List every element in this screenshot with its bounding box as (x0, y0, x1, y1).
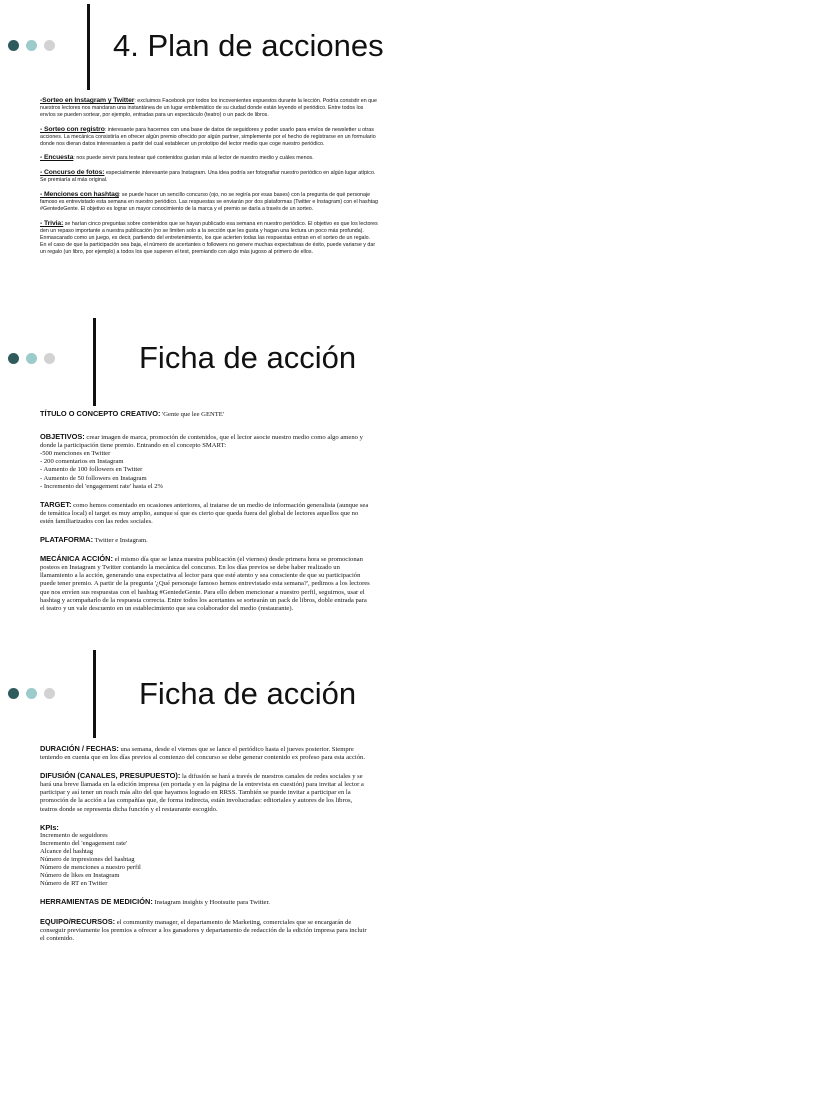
vertical-divider (93, 318, 96, 406)
item-text: : nos puede servir para testear qué contenidos gustan más al lector de nuestro medio y cuáles menos. (73, 155, 314, 162)
section-label: DIFUSIÓN (CANALES, PRESUPUESTO): (40, 771, 181, 781)
list-item: Número de impresiones del hashtag (40, 856, 135, 864)
action-sheet-body (40, 410, 370, 621)
list-item (40, 127, 378, 148)
section-label: DURACIÓN / FECHAS: (40, 744, 119, 753)
section-label: PLATAFORMA: (40, 535, 94, 545)
section-label: HERRAMIENTAS DE MEDICIÓN: (40, 897, 153, 907)
section-text: Twitter e Instagram. (93, 537, 148, 545)
item-heading: - Encuesta (40, 154, 74, 162)
section-text: Instagram insights y Hootsuite para Twitter. (152, 899, 270, 907)
section-equipo (40, 918, 370, 943)
list-item: Número de menciones a nuestro perfil (40, 864, 141, 872)
slide-ficha-de-accion-2 (0, 650, 820, 1090)
dot-icon (44, 353, 55, 364)
section-label: OBJETIVOS: (40, 432, 85, 442)
dot-icon (44, 688, 55, 699)
dot-icon (8, 40, 19, 51)
list-item (40, 170, 378, 184)
slide-ficha-de-accion-1 (0, 318, 820, 648)
section-text: el community manager, el departamento de Marketing, comerciales que se encargarán de conseguir previamente los premios a ofrecer a los ganadores y departamento de redacción de la edición impresa para incluir el contenido. (40, 918, 367, 942)
dot-icon (26, 353, 37, 364)
list-item: - Incremento del 'engagement rate' hasta el 2% (40, 482, 164, 490)
section-plataforma (40, 536, 370, 545)
section-text: la difusión se hará a través de nuestros canales de redes sociales y se hará una breve llamada en la edición impresa (en portada y en la página de la entrevista en cuestión) para invitar al lector a participar y así tener un reach más alto del que hayamos logrado en RRSS. También se puede invitar a participar en la promoción de la acción a las compañías que, de forma indirecta, están involucradas: editoriales y autores de los libros, teatros donde se representa dicha función y el restaurante escogido. (40, 773, 364, 813)
section-target (40, 501, 370, 526)
section-label: TÍTULO O CONCEPTO CREATIVO: (40, 409, 161, 418)
section-herramientas (40, 898, 370, 907)
dot-icon (8, 688, 19, 699)
section-text: una semana, desde el viernes que se lance el periódico hasta el jueves posterior. Siempre teniendo en cuenta que en los días previos al comienzo del concurso se debe generar contenido ex profeso para esta acción. (40, 746, 365, 762)
item-heading: - Menciones con hashtag (40, 191, 119, 199)
list-item: - Aumento de 100 followers en Twitter (40, 466, 143, 474)
list-item (40, 98, 378, 119)
section-label: KPIs: (40, 822, 59, 832)
slide-plan-de-acciones (0, 0, 820, 310)
section-text: como hemos comentado en ocasiones anteriores, al tratarse de un medio de información generalista (aunque sea de temática local) el target es muy amplio, aunque sí que es cierto que queda fuera del global de lectores aquellos que no estén familiarizados con las redes sociales. (40, 501, 369, 525)
section-label: EQUIPO/RECURSOS: (40, 916, 116, 926)
section-mecanica (40, 555, 370, 613)
slide-title: 4. Plan de acciones (113, 28, 384, 63)
section-duracion (40, 745, 370, 762)
list-item (40, 192, 378, 213)
list-item: - 200 comentarios en Instagram (40, 458, 124, 466)
list-item: Incremento de seguidores (40, 831, 108, 839)
actions-list (40, 98, 378, 263)
item-heading: - Concurso de fotos: (40, 169, 105, 177)
list-item (40, 221, 378, 256)
slide-title: Ficha de acción (139, 676, 357, 711)
section-text: el mismo día que se lanza nuestra publicación (el viernes) desde primera hora se promocionan posteos en Instagram y Twitter contando la mecánica del concurso. En los días previos se debe haber realizado un llamamiento a la acción, generando una expectativa al lector para que esté atento y sea consciente de que su participación puede tener premio. A partir de la pregunta '¿Qué personaje famoso hemos entrevistado esta semana?', pedimos a los lectores que nos envíen sus respuestas con el hashtag #GentedeGente. Para ello deben mencionar a nuestro perfil, seguirnos, usar el hashtag y acompañarlo de la respuesta correcta. Entre todos los acertantes se sortearán un pack de libros, doble entrada para el teatro y un vale descuento en un establecimiento que sea colaborador del medio (restaurante). (40, 556, 370, 612)
list-item: -500 menciones en Twitter (40, 450, 111, 458)
item-heading: -Sorteo en Instagram y Twitter (40, 97, 135, 104)
dot-icon (26, 40, 37, 51)
item-text: : interesante para hacernos con una base de datos de seguidores y poder usarlo para envíos de newsletter u otras acciones. La mecánica consistiría en ofrecer algún premio ofrecido por algún partner, simplemente por el hecho de registrarse en un formulario donde nos dieran datos interesantes a partir del cual establecer un prototipo del lector medio que coge nuestro periódico. (40, 126, 376, 147)
vertical-divider (93, 650, 96, 738)
slide-title: Ficha de acción (139, 340, 357, 375)
section-label: MECÁNICA ACCIÓN: (40, 554, 113, 564)
item-text: : se puede hacer un sencillo concurso (ojo, no se regiría por esas bases) con la pregunta de qué personaje famoso es entrevistado esta semana en nuestro periódico. Las respuestas se enviarán por dos plataformas (Twitter e Instagram) con el hashtag #GentedeGente. El objetivo es lograr un mayor conocimiento de la marca y el premio se daría a través de un sorteo. (40, 192, 379, 212)
vertical-divider (87, 4, 90, 90)
section-titulo (40, 410, 370, 419)
section-difusion (40, 772, 370, 813)
section-objetivos (40, 433, 370, 491)
list-item (40, 155, 378, 162)
dot-icon (26, 688, 37, 699)
item-text: especialmente interesante para Instagram. Una idea podría ser fotografiar nuestro periódico en algún lugar atípico. Se premiaría al más original. (40, 170, 376, 184)
section-text: crear imagen de marca, promoción de contenidos, que el lector asocie nuestro medio como algo ameno y donde la participación tiene premio. Entrando en el concepto SMART: (40, 434, 363, 450)
section-text: 'Gente que lee GENTE' (160, 411, 224, 418)
list-item: - Aumento de 50 followers en Instagram (40, 474, 147, 482)
dot-icon (8, 353, 19, 364)
list-item: Alcance del hashtag (40, 847, 94, 855)
list-item: Número de RT en Twitter (40, 880, 108, 888)
item-heading: - Sorteo con registro (40, 125, 105, 133)
dot-icon (44, 40, 55, 51)
action-sheet-body (40, 745, 370, 951)
item-heading: - Trivia: (40, 219, 64, 227)
item-text: se harían cinco preguntas sobre contenidos que se hayan publicado esa semana en nuestro periódico. El objetivo es que los lectores den un repaso importante a nuestra publicación (no se limiten solo a la sección que les gusta y hagan una lectura un poco más profunda). Enmascarado como un juego, es decir, partiendo del entretenimiento, los que acierten todas las respuestas entran en el sorteo de un regalo. En el caso de que la participación sea baja, el número de acertantes o followers no genere muchas expectativas de éxito, puede variarse y dar un regalo (un libro, por ejemplo) a todos los que superen el test, premiando con algo más jugoso al primero de ellos. (40, 220, 378, 255)
list-item: Número de likes en Instagram (40, 872, 120, 880)
section-label: TARGET: (40, 499, 72, 509)
section-kpis (40, 824, 370, 889)
item-text: : excluimos Facebook por todos los incovenientes expuestos durante la lección. Podría consistir en que nuestros lectores nos mandaran una instantánea de un lugar emblemático de su ciudad donde están leyendo el periódico. Entre todos los envíos se pueden sortear, por ejemplo, entradas para un espectáculo (teatro) o un pack de libros. (40, 98, 377, 118)
list-item: Incremento del 'engagement rate' (40, 839, 128, 847)
